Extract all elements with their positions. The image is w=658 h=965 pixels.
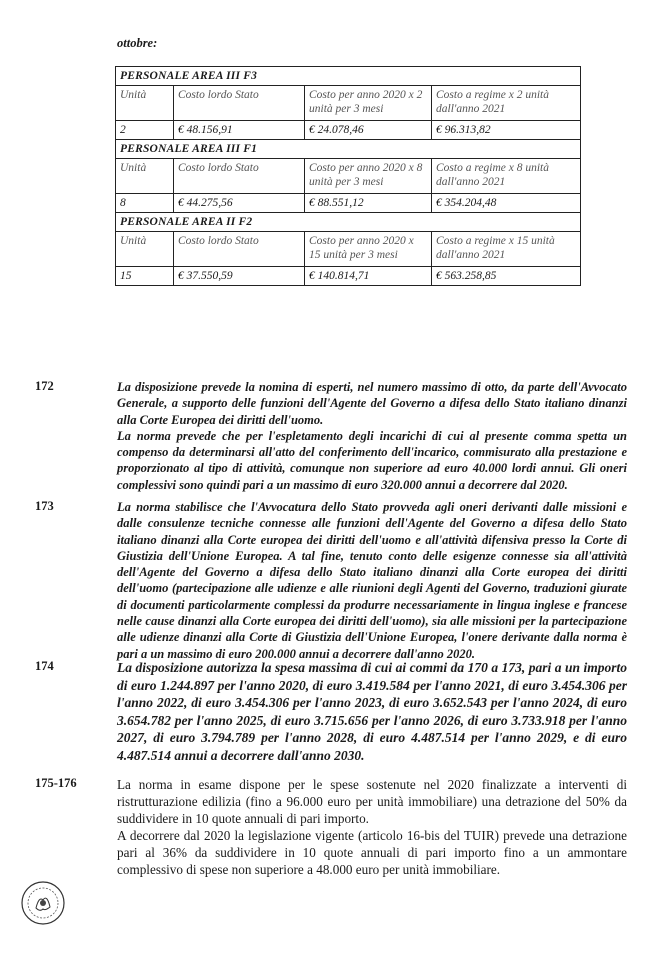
personnel-cost-table [115,66,581,286]
paragraph: La disposizione autorizza la spesa massima di cui ai commi da 170 a 173, pari a un importo di euro 1.244.897 per l'anno 2020, di euro 3.419.584 per l'anno 2021, di euro 3.454.306 per l'anno 2022, di euro 3.454.306 per l'anno 2023, di euro 3.652.543 per l'anno 2024, di euro 3.654.782 per l'anno 2025, di euro 3.715.656 per l'anno 2026, di euro 3.733.918 per l'anno 2027, di euro 3.794.789 per l'anno 2028, di euro 4.487.514 per l'anno 2029, e di euro 4.487.514 annui a decorrere dall'anno 2030. [117,660,627,763]
header-cell: Costo per anno 2020 x 8 unità per 3 mesi [305,159,432,194]
header-cell: Costo a regime x 2 unità dall'anno 2021 [432,86,581,121]
header-cell: Costo lordo Stato [174,159,305,194]
header-cell: Costo a regime x 15 unità dall'anno 2021 [432,232,581,267]
paragraph: La norma in esame dispone per le spese sostenute nel 2020 finalizzate a interventi di ristrutturazione edilizia (fino a 96.000 euro per unità immobiliare) una detrazione del 50% da suddividere in 10 quote annuali di pari importo. [117,777,627,826]
header-cell: Costo per anno 2020 x 2 unità per 3 mesi [305,86,432,121]
block-title: PERSONALE AREA III F3 [116,67,581,86]
value-cell: 2 [116,121,174,140]
paragraph: La disposizione prevede la nomina di esperti, nel numero massimo di otto, da parte dell'Avvocato Generale, a supporto delle funzioni dell'Agente del Governo a difesa dello Stato italiano dinanzi alla Corte Europea dei diritti dell'uomo. [117,380,627,427]
value-cell: € 37.550,59 [174,267,305,286]
header-cell: Costo a regime x 8 unità dall'anno 2021 [432,159,581,194]
value-cell: € 140.814,71 [305,267,432,286]
header-cell: Costo lordo Stato [174,86,305,121]
paragraph: A decorrere dal 2020 la legislazione vigente (articolo 16-bis del TUIR) prevede una detrazione pari al 36% da suddividere in 10 quote annuali di pari importo fino a un ammontare complessivo di spese non superiore a 48.000 euro per unità immobiliare. [117,828,627,877]
value-cell: € 48.156,91 [174,121,305,140]
official-seal-icon [20,880,66,926]
header-cell: Costo lordo Stato [174,232,305,267]
section-number: 173 [35,499,54,513]
block-title: PERSONALE AREA II F2 [116,213,581,232]
paragraph: La norma stabilisce che l'Avvocatura dello Stato provveda agli oneri derivanti dalle missioni e dalle consulenze tecniche connesse alle funzioni dell'Agente del Governo a difesa dello Stato italiano dinanzi alla Corte europea dei diritti dell'uomo e all'attività difensiva presso la Corte di Giustizia dell'Unione Europea. A tal fine, tenuto conto delle esigenze connesse sia all'attività dell'Agente del Governo a difesa dello Stato italiano dinanzi alla Corte europea dei diritti dell'uomo (partecipazione alle udienze e alle riunioni degli Agenti del Governo, traduzioni giurate di documenti particolarmente complessi da produrre necessariamente in lingua inglese e francese nelle cause dinanzi alla Corte europea dei diritti dell'uomo), sia alle missioni per la partecipazione alle udienze dinanzi alla Corte di Giustizia dell'Unione Europea, l'onere derivante dalla norma è pari a un massimo di euro 200.000 annui a decorrere dall'anno 2020. [117,500,627,661]
value-cell: € 563.258,85 [432,267,581,286]
section-text [117,776,627,878]
value-cell: € 24.078,46 [305,121,432,140]
section-number: 172 [35,379,54,393]
section-number: 174 [35,659,54,673]
block-title: PERSONALE AREA III F1 [116,140,581,159]
section-text [117,379,627,493]
paragraph: La norma prevede che per l'espletamento degli incarichi di cui al presente comma spetta un compenso da determinarsi all'atto del conferimento dell'incarico, commisurato alla prestazione e proporzionato al tipo di attività, comunque non superiore ad euro 40.000 lordi annui. Gli oneri complessivi sono quindi pari a un massimo di euro 320.000 annui a decorrere dal 2020. [117,428,627,492]
value-cell: 15 [116,267,174,286]
header-cell: Unità [116,159,174,194]
header-cell: Unità [116,232,174,267]
header-cell: Costo per anno 2020 x 15 unità per 3 mesi [305,232,432,267]
section-text [117,659,627,764]
section-number: 175-176 [35,776,77,790]
value-cell: € 96.313,82 [432,121,581,140]
value-cell: 8 [116,194,174,213]
intro-label: ottobre: [117,36,158,50]
value-cell: € 88.551,12 [305,194,432,213]
value-cell: € 44.275,56 [174,194,305,213]
header-cell: Unità [116,86,174,121]
value-cell: € 354.204,48 [432,194,581,213]
section-text [117,499,627,662]
